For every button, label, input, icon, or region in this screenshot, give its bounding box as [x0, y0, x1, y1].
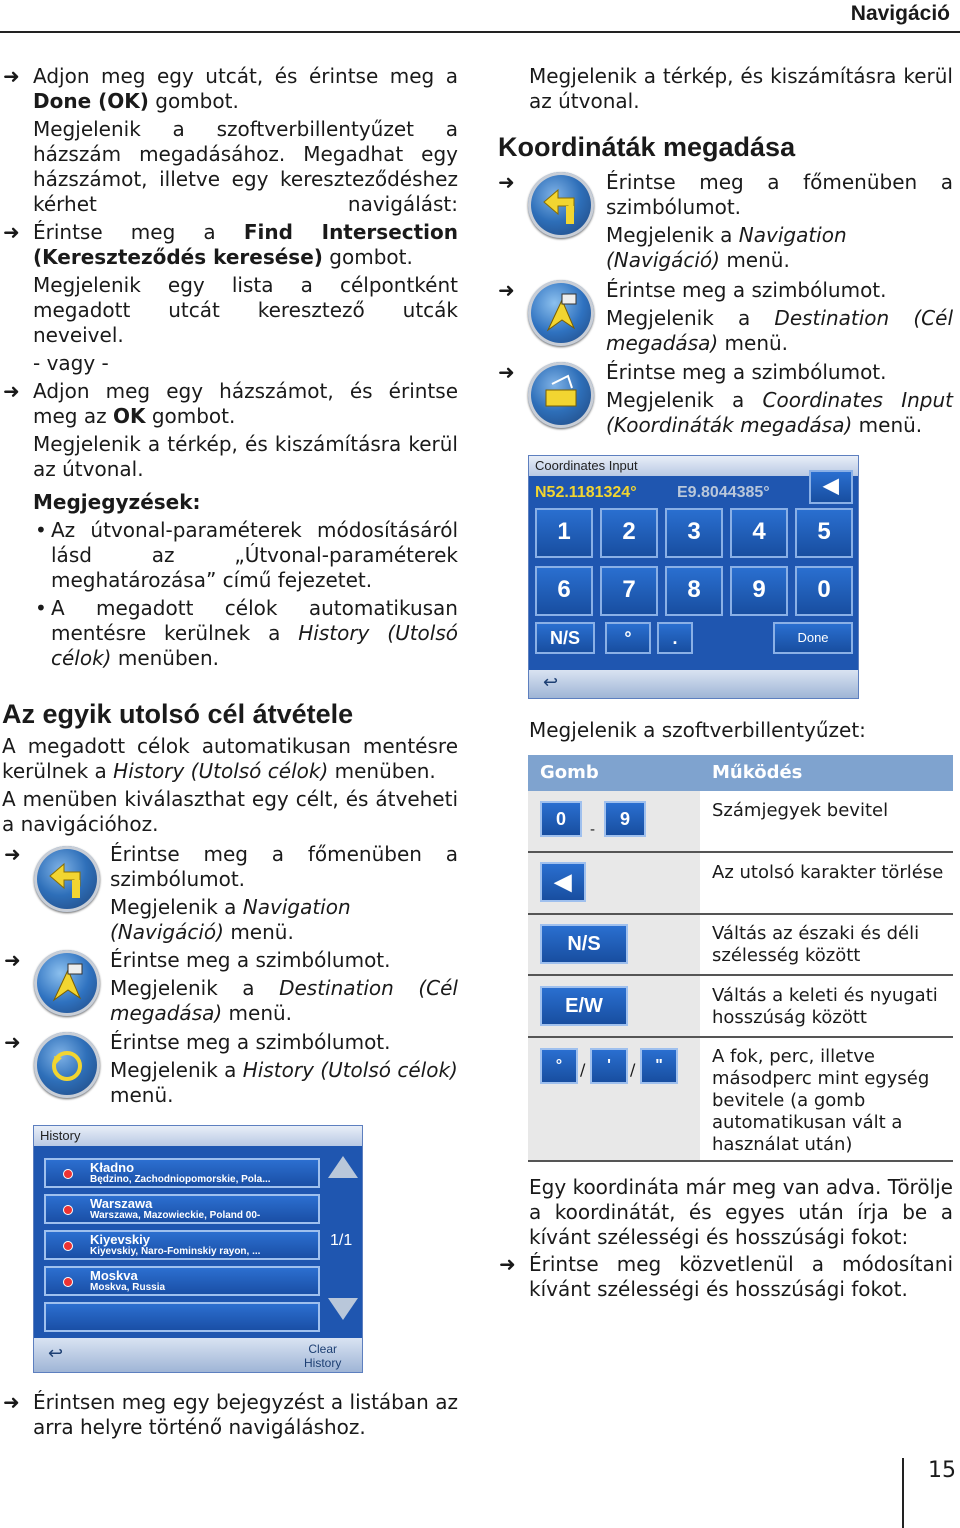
- latitude-field[interactable]: N52.1181324°: [535, 484, 637, 501]
- step-select-entry: ➜ Érintsen meg egy bejegyzést a listában az arra helyre történő navigáláshoz.: [3, 1390, 458, 1439]
- arrow-icon: ➜: [498, 278, 515, 302]
- paragraph: Megjelenik a térkép, és kiszámításra kerül az útvonal.: [33, 432, 458, 481]
- key-zero: 0: [540, 801, 582, 837]
- arrow-icon: ➜: [3, 220, 20, 244]
- table-header-mukodes: Működés: [712, 762, 803, 783]
- page-indicator: 1/1: [330, 1232, 353, 1249]
- history-entry-empty[interactable]: [44, 1302, 320, 1332]
- arrow-icon: ➜: [498, 360, 515, 384]
- arrow-icon: ➜: [498, 170, 515, 194]
- key-backspace: ◀: [540, 862, 586, 902]
- degree-key[interactable]: °: [605, 622, 651, 654]
- digit-key[interactable]: 9: [730, 566, 788, 616]
- paragraph: - vagy -: [33, 351, 109, 375]
- history-entry[interactable]: Kiyevskiy Kiyevskiy, Naro-Fominskiy rayon, ...: [44, 1230, 320, 1260]
- coordinates-icon[interactable]: [528, 362, 594, 428]
- footer-rule: [902, 1458, 904, 1528]
- digit-key[interactable]: 6: [535, 566, 593, 616]
- scroll-down-icon[interactable]: [328, 1298, 358, 1320]
- backspace-key[interactable]: ◀: [809, 470, 853, 504]
- history-icon[interactable]: [34, 1032, 100, 1098]
- step-housenumber: ➜ Adjon meg egy házszámot, és érintse meg az OK gombot.: [3, 379, 458, 428]
- note-item: • A megadott célok automatikusan mentésre kerülnek a History (Utolsó célok) menüben.: [35, 596, 459, 670]
- navigation-icon[interactable]: [528, 172, 594, 238]
- paragraph: Megjelenik a szoftverbillentyűzet a házszám megadásához. Megadhat egy házszámot, illetve egy kereszteződéshez kérhet navigálást:: [33, 117, 458, 216]
- paragraph: A megadott célok automatikusan mentésre kerülnek a History (Utolsó célok) menüben.: [2, 734, 458, 783]
- arrow-icon: ➜: [3, 64, 20, 88]
- page-number: 15: [928, 1458, 956, 1483]
- arrow-icon: ➜: [4, 842, 21, 866]
- longitude-field[interactable]: E9.8044385°: [677, 484, 770, 501]
- clear-history-button[interactable]: Clear History: [304, 1342, 342, 1370]
- key-ns: N/S: [540, 924, 628, 964]
- navigation-icon[interactable]: [34, 846, 100, 912]
- table-header-gomb: Gomb: [540, 762, 599, 783]
- key-degree: °: [540, 1048, 578, 1084]
- history-title: History: [34, 1126, 362, 1146]
- left-column: ➜ Adjon meg egy utcát, és érintse meg a Done (OK) gombot. Megjelenik a szoftverbillentyűzet a házszám megadásához. Megadhat egy házszámot, illetve egy kereszteződéshez kérhet navigálást: ➜ Érintse meg a Find Intersection (Kereszteződés keresése) gombot. Megjelenik egy lista a célpontként megadott utcát keresztező utcák neveivel. - vagy - ➜ Adjon meg egy házszámot, és érintse meg az OK gombot. Megjelenik a térkép, és kiszámításra kerül az útvonal. Megjegyzések: • Az útvonal-paraméterek módosításáról lásd az „Útvonal-paraméterek meghatározása” című fejezetet. • A megadott célok automatikusan mentésre kerülnek a History (Utolsó célok) menüben.: [3, 64, 459, 670]
- paragraph: A menüben kiválaszthat egy célt, és átveheti a navigációhoz.: [2, 787, 458, 836]
- paragraph: Megjelenik a térkép, és kiszámításra kerül az útvonal.: [529, 64, 953, 113]
- digit-key[interactable]: 2: [600, 508, 658, 558]
- header-rule: [0, 31, 960, 33]
- page-header-title: Navigáció: [850, 2, 950, 25]
- step-find-intersection: ➜ Érintse meg a Find Intersection (Kereszteződés keresése) gombot.: [3, 220, 459, 269]
- key-minute: ': [590, 1048, 628, 1084]
- history-entry[interactable]: Kładno Będzino, Zachodniopomorskie, Pola...: [44, 1158, 320, 1188]
- notes-title: Megjegyzések:: [33, 490, 201, 514]
- history-entry[interactable]: Warszawa Warszawa, Mazowieckie, Poland 00-: [44, 1194, 320, 1224]
- arrow-icon: ➜: [3, 379, 20, 403]
- digit-key[interactable]: 5: [795, 508, 853, 558]
- arrow-icon: ➜: [4, 948, 21, 972]
- history-entry[interactable]: Moskva Moskva, Russia: [44, 1266, 320, 1296]
- destination-icon[interactable]: [34, 950, 100, 1016]
- arrow-icon: ➜: [4, 1030, 21, 1054]
- digit-key[interactable]: 3: [665, 508, 723, 558]
- paragraph: Megjelenik egy lista a célpontként megadott utcát keresztező utcák neveivel.: [33, 273, 458, 347]
- table-header: [528, 755, 953, 791]
- destination-icon[interactable]: [528, 280, 594, 346]
- coordinates-screenshot: [528, 455, 859, 699]
- back-icon[interactable]: ↩: [48, 1343, 64, 1364]
- note-item: • Az útvonal-paraméterek módosításáról lásd az „Útvonal-paraméterek meghatározása” című fejezetet.: [35, 518, 458, 592]
- arrow-icon: ➜: [3, 1390, 20, 1414]
- scroll-up-icon[interactable]: [328, 1156, 358, 1178]
- key-second: ": [640, 1048, 678, 1084]
- step-done: ➜ Adjon meg egy utcát, és érintse meg a: [3, 64, 458, 88]
- digit-key[interactable]: 7: [600, 566, 658, 616]
- section-heading: Az egyik utolsó cél átvétele: [2, 699, 354, 729]
- step-modify-coordinate: ➜ Érintse meg közvetlenül a módosítani kívánt szélességi és hosszúsági fokot.: [499, 1252, 953, 1301]
- paragraph: Egy koordináta már meg van adva. Törölje a koordinátát, és egyes után írja be a kívánt szélességi és hosszúsági fokot:: [529, 1175, 953, 1249]
- keyboard-caption: Megjelenik a szoftverbillentyűzet:: [529, 718, 866, 742]
- done-button[interactable]: Done: [773, 622, 853, 654]
- key-ew: E/W: [540, 986, 628, 1026]
- section-heading-coordinates: Koordináták megadása: [498, 132, 796, 162]
- back-icon[interactable]: ↩: [543, 672, 559, 693]
- digit-key[interactable]: 1: [535, 508, 593, 558]
- history-screenshot: [33, 1125, 363, 1373]
- dot-key[interactable]: .: [657, 622, 693, 654]
- ns-key[interactable]: N/S: [535, 622, 595, 654]
- digit-key[interactable]: 0: [795, 566, 853, 616]
- arrow-icon: ➜: [499, 1252, 516, 1276]
- digit-key[interactable]: 8: [665, 566, 723, 616]
- coordinates-title: Coordinates Input: [529, 456, 858, 476]
- key-nine: 9: [604, 801, 646, 837]
- digit-key[interactable]: 4: [730, 508, 788, 558]
